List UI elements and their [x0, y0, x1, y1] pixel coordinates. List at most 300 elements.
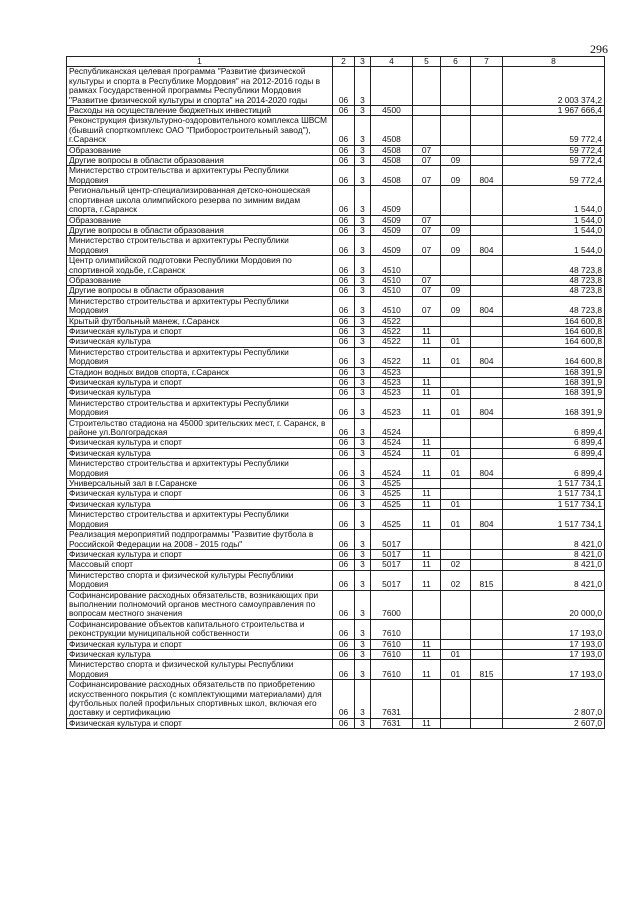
chapter-cell: 11: [413, 570, 441, 590]
row-name-cell: Министерство строительства и архитектуры Республики Мордовия: [67, 347, 333, 367]
chapter-cell: [413, 680, 441, 719]
subchapter-cell: 02: [441, 570, 471, 590]
subsection-cell: 3: [355, 718, 371, 728]
chapter-cell: 11: [413, 326, 441, 336]
amount-cell: 8 421,0: [503, 549, 605, 559]
subsection-cell: 3: [355, 639, 371, 649]
subchapter-cell: 01: [441, 660, 471, 680]
subchapter-cell: 01: [441, 337, 471, 347]
section-cell: 06: [333, 145, 355, 155]
column-header: 7: [471, 57, 503, 67]
table-row: [67, 660, 605, 680]
row-name-cell: Министерство строительства и архитектуры Республики Мордовия: [67, 459, 333, 479]
table-row: [67, 296, 605, 316]
expense-type-cell: [471, 215, 503, 225]
expense-type-cell: 804: [471, 347, 503, 367]
section-cell: 06: [333, 286, 355, 296]
table-row: [67, 225, 605, 235]
target-article-cell: 4510: [371, 275, 413, 285]
subchapter-cell: [441, 215, 471, 225]
expense-type-cell: [471, 718, 503, 728]
expense-type-cell: [471, 275, 503, 285]
row-name-cell: Универсальный зал в г.Саранске: [67, 479, 333, 489]
subsection-cell: 3: [355, 215, 371, 225]
table-row: [67, 448, 605, 458]
target-article-cell: 4508: [371, 156, 413, 166]
target-article-cell: 4523: [371, 398, 413, 418]
subchapter-cell: 09: [441, 225, 471, 235]
table-row: [67, 367, 605, 377]
section-cell: 06: [333, 337, 355, 347]
amount-cell: 1 517 734,1: [503, 510, 605, 530]
target-article-cell: 4523: [371, 378, 413, 388]
table-row: [67, 590, 605, 619]
section-cell: 06: [333, 718, 355, 728]
chapter-cell: 11: [413, 347, 441, 367]
target-article-cell: 5017: [371, 549, 413, 559]
chapter-cell: 11: [413, 398, 441, 418]
amount-cell: 17 193,0: [503, 649, 605, 659]
subchapter-cell: [441, 680, 471, 719]
amount-cell: 1 544,0: [503, 186, 605, 215]
subsection-cell: 3: [355, 499, 371, 509]
subsection-cell: 3: [355, 479, 371, 489]
amount-cell: 59 772,4: [503, 145, 605, 155]
table-row: [67, 510, 605, 530]
section-cell: 06: [333, 660, 355, 680]
row-name-cell: Крытый футбольный манеж, г.Саранск: [67, 316, 333, 326]
amount-cell: 59 772,4: [503, 156, 605, 166]
subsection-cell: 3: [355, 438, 371, 448]
section-cell: 06: [333, 448, 355, 458]
amount-cell: 1 544,0: [503, 236, 605, 256]
row-name-cell: Физическая культура и спорт: [67, 378, 333, 388]
chapter-cell: 11: [413, 499, 441, 509]
subchapter-cell: [441, 438, 471, 448]
amount-cell: 8 421,0: [503, 530, 605, 550]
section-cell: 06: [333, 489, 355, 499]
amount-cell: 59 772,4: [503, 116, 605, 145]
column-header: 2: [333, 57, 355, 67]
subsection-cell: 3: [355, 145, 371, 155]
row-name-cell: Реализация мероприятий подпрограммы "Развитие футбола в Российской Федерации на 2008 - 2015 годы": [67, 530, 333, 550]
subsection-cell: 3: [355, 549, 371, 559]
row-name-cell: Образование: [67, 275, 333, 285]
expense-type-cell: [471, 530, 503, 550]
row-name-cell: Министерство спорта и физической культуры Республики Мордовия: [67, 660, 333, 680]
row-name-cell: Физическая культура и спорт: [67, 718, 333, 728]
subchapter-cell: [441, 418, 471, 438]
section-cell: 06: [333, 67, 355, 106]
amount-cell: 164 600,8: [503, 347, 605, 367]
chapter-cell: 11: [413, 378, 441, 388]
amount-cell: 2 807,0: [503, 680, 605, 719]
target-article-cell: 4525: [371, 510, 413, 530]
chapter-cell: 11: [413, 459, 441, 479]
expense-type-cell: [471, 367, 503, 377]
subchapter-cell: [441, 619, 471, 639]
expense-type-cell: [471, 186, 503, 215]
section-cell: 06: [333, 296, 355, 316]
expense-type-cell: [471, 499, 503, 509]
chapter-cell: 11: [413, 489, 441, 499]
table-row: [67, 215, 605, 225]
chapter-cell: 07: [413, 225, 441, 235]
amount-cell: 6 899,4: [503, 448, 605, 458]
table-row: [67, 326, 605, 336]
expense-type-cell: 804: [471, 296, 503, 316]
table-row: [67, 489, 605, 499]
table-row: [67, 145, 605, 155]
table-row: [67, 236, 605, 256]
amount-cell: 6 899,4: [503, 438, 605, 448]
chapter-cell: 07: [413, 236, 441, 256]
amount-cell: 8 421,0: [503, 560, 605, 570]
expense-type-cell: [471, 378, 503, 388]
subsection-cell: 3: [355, 680, 371, 719]
amount-cell: 59 772,4: [503, 166, 605, 186]
subchapter-cell: [441, 489, 471, 499]
table-row: [67, 186, 605, 215]
subchapter-cell: [441, 256, 471, 276]
amount-cell: 20 000,0: [503, 590, 605, 619]
table-row: [67, 479, 605, 489]
subchapter-cell: [441, 479, 471, 489]
expense-type-cell: [471, 479, 503, 489]
target-article-cell: 4509: [371, 236, 413, 256]
expense-type-cell: [471, 256, 503, 276]
section-cell: 06: [333, 639, 355, 649]
target-article-cell: 4508: [371, 116, 413, 145]
subsection-cell: 3: [355, 275, 371, 285]
subsection-cell: 3: [355, 347, 371, 367]
amount-cell: 1 517 734,1: [503, 499, 605, 509]
target-article-cell: 4524: [371, 448, 413, 458]
expense-type-cell: [471, 418, 503, 438]
table-row: [67, 286, 605, 296]
chapter-cell: [413, 186, 441, 215]
subchapter-cell: [441, 106, 471, 116]
chapter-cell: [413, 367, 441, 377]
row-name-cell: Центр олимпийской подготовки Республики Мордовия по спортивной ходьбе, г.Саранск: [67, 256, 333, 276]
expense-type-cell: 815: [471, 570, 503, 590]
target-article-cell: 4510: [371, 286, 413, 296]
chapter-cell: 11: [413, 337, 441, 347]
section-cell: 06: [333, 459, 355, 479]
amount-cell: 168 391,9: [503, 378, 605, 388]
section-cell: 06: [333, 225, 355, 235]
section-cell: 06: [333, 560, 355, 570]
amount-cell: 48 723,8: [503, 286, 605, 296]
table-row: [67, 378, 605, 388]
subchapter-cell: [441, 67, 471, 106]
section-cell: 06: [333, 418, 355, 438]
expense-type-cell: [471, 116, 503, 145]
table-row: [67, 549, 605, 559]
subsection-cell: 3: [355, 116, 371, 145]
subsection-cell: 3: [355, 398, 371, 418]
page-number: 296: [590, 42, 608, 56]
subchapter-cell: [441, 316, 471, 326]
table-row: [67, 499, 605, 509]
table-row: [67, 718, 605, 728]
expense-type-cell: [471, 106, 503, 116]
subsection-cell: 3: [355, 378, 371, 388]
subsection-cell: 3: [355, 590, 371, 619]
row-name-cell: Массовый спорт: [67, 560, 333, 570]
section-cell: 06: [333, 116, 355, 145]
chapter-cell: 11: [413, 649, 441, 659]
subchapter-cell: [441, 530, 471, 550]
amount-cell: 168 391,9: [503, 367, 605, 377]
target-article-cell: 4523: [371, 367, 413, 377]
amount-cell: 164 600,8: [503, 326, 605, 336]
expense-type-cell: 804: [471, 459, 503, 479]
section-cell: 06: [333, 680, 355, 719]
expense-type-cell: [471, 438, 503, 448]
subchapter-cell: [441, 639, 471, 649]
amount-cell: 48 723,8: [503, 256, 605, 276]
expense-type-cell: [471, 680, 503, 719]
chapter-cell: [413, 256, 441, 276]
row-name-cell: Министерство строительства и архитектуры Республики Мордовия: [67, 510, 333, 530]
row-name-cell: Региональный центр-специализированная детско-юношеская спортивная школа олимпийского резерва по зимним видам спорта, г.Саранск: [67, 186, 333, 215]
row-name-cell: Другие вопросы в области образования: [67, 286, 333, 296]
table-row: [67, 316, 605, 326]
chapter-cell: 07: [413, 286, 441, 296]
table-row: [67, 388, 605, 398]
subsection-cell: 3: [355, 448, 371, 458]
column-header: 8: [503, 57, 605, 67]
amount-cell: 17 193,0: [503, 660, 605, 680]
expense-type-cell: [471, 448, 503, 458]
target-article-cell: 4524: [371, 418, 413, 438]
amount-cell: 1 967 666,4: [503, 106, 605, 116]
chapter-cell: 11: [413, 448, 441, 458]
chapter-cell: [413, 116, 441, 145]
table-row: [67, 106, 605, 116]
subchapter-cell: 01: [441, 499, 471, 509]
chapter-cell: [413, 530, 441, 550]
section-cell: 06: [333, 236, 355, 256]
target-article-cell: 4522: [371, 326, 413, 336]
subsection-cell: 3: [355, 67, 371, 106]
chapter-cell: 07: [413, 156, 441, 166]
table-row: [67, 275, 605, 285]
section-cell: 06: [333, 326, 355, 336]
row-name-cell: Стадион водных видов спорта, г.Саранск: [67, 367, 333, 377]
target-article-cell: 7631: [371, 718, 413, 728]
subsection-cell: 3: [355, 388, 371, 398]
table-row: [67, 398, 605, 418]
target-article-cell: 7610: [371, 649, 413, 659]
chapter-cell: 11: [413, 438, 441, 448]
subchapter-cell: 09: [441, 236, 471, 256]
row-name-cell: Министерство строительства и архитектуры Республики Мордовия: [67, 166, 333, 186]
table-row: [67, 418, 605, 438]
target-article-cell: 7610: [371, 619, 413, 639]
target-article-cell: 7610: [371, 660, 413, 680]
row-name-cell: Физическая культура: [67, 337, 333, 347]
amount-cell: 2 003 374,2: [503, 67, 605, 106]
expense-type-cell: [471, 316, 503, 326]
table-row: [67, 337, 605, 347]
amount-cell: 48 723,8: [503, 275, 605, 285]
subsection-cell: 3: [355, 560, 371, 570]
section-cell: 06: [333, 156, 355, 166]
target-article-cell: 4510: [371, 296, 413, 316]
section-cell: 06: [333, 590, 355, 619]
chapter-cell: 07: [413, 275, 441, 285]
chapter-cell: 11: [413, 660, 441, 680]
chapter-cell: [413, 106, 441, 116]
subsection-cell: 3: [355, 530, 371, 550]
target-article-cell: 4522: [371, 316, 413, 326]
column-header: 3: [355, 57, 371, 67]
subchapter-cell: [441, 275, 471, 285]
table-header-row: [67, 57, 605, 67]
target-article-cell: 4508: [371, 145, 413, 155]
chapter-cell: [413, 418, 441, 438]
table-row: [67, 560, 605, 570]
amount-cell: 6 899,4: [503, 418, 605, 438]
section-cell: 06: [333, 649, 355, 659]
expense-type-cell: 804: [471, 510, 503, 530]
target-article-cell: 4524: [371, 438, 413, 448]
subchapter-cell: 01: [441, 649, 471, 659]
table-row: [67, 530, 605, 550]
table-row: [67, 570, 605, 590]
expense-type-cell: [471, 337, 503, 347]
table-row: [67, 438, 605, 448]
table-row: [67, 347, 605, 367]
target-article-cell: 4509: [371, 186, 413, 215]
expense-type-cell: [471, 560, 503, 570]
subsection-cell: 3: [355, 459, 371, 479]
subsection-cell: 3: [355, 186, 371, 215]
row-name-cell: Реконструкция физкультурно-оздоровительного комплекса ШВСМ (бывший спорткомплекс ОАО "Приборостроительный завод"), г.Саранск: [67, 116, 333, 145]
chapter-cell: [413, 316, 441, 326]
chapter-cell: [413, 67, 441, 106]
subsection-cell: 3: [355, 225, 371, 235]
amount-cell: 6 899,4: [503, 459, 605, 479]
row-name-cell: Софинансирование расходных обязательств, возникающих при выполнении полномочий органов местного самоуправления по вопросам местного значения: [67, 590, 333, 619]
subsection-cell: 3: [355, 367, 371, 377]
subchapter-cell: [441, 378, 471, 388]
row-name-cell: Физическая культура и спорт: [67, 549, 333, 559]
subsection-cell: 3: [355, 316, 371, 326]
section-cell: 06: [333, 479, 355, 489]
row-name-cell: Министерство строительства и архитектуры Республики Мордовия: [67, 236, 333, 256]
table-row: [67, 67, 605, 106]
subchapter-cell: 01: [441, 388, 471, 398]
target-article-cell: 4523: [371, 388, 413, 398]
expense-type-cell: 804: [471, 166, 503, 186]
subchapter-cell: 09: [441, 296, 471, 316]
target-article-cell: 5017: [371, 560, 413, 570]
chapter-cell: 11: [413, 560, 441, 570]
row-name-cell: Расходы на осуществление бюджетных инвестиций: [67, 106, 333, 116]
target-article-cell: 4525: [371, 489, 413, 499]
subchapter-cell: [441, 590, 471, 619]
chapter-cell: [413, 590, 441, 619]
amount-cell: 48 723,8: [503, 296, 605, 316]
row-name-cell: Министерство строительства и архитектуры Республики Мордовия: [67, 398, 333, 418]
chapter-cell: 07: [413, 166, 441, 186]
expense-type-cell: [471, 156, 503, 166]
subsection-cell: 3: [355, 418, 371, 438]
subsection-cell: 3: [355, 156, 371, 166]
chapter-cell: 11: [413, 549, 441, 559]
row-name-cell: Другие вопросы в области образования: [67, 225, 333, 235]
section-cell: 06: [333, 347, 355, 367]
expense-type-cell: [471, 619, 503, 639]
amount-cell: 1 544,0: [503, 215, 605, 225]
table-row: [67, 639, 605, 649]
row-name-cell: Образование: [67, 215, 333, 225]
subsection-cell: 3: [355, 570, 371, 590]
table-row: [67, 680, 605, 719]
subsection-cell: 3: [355, 236, 371, 256]
chapter-cell: 11: [413, 388, 441, 398]
expense-type-cell: [471, 286, 503, 296]
chapter-cell: 11: [413, 639, 441, 649]
subchapter-cell: 01: [441, 398, 471, 418]
subsection-cell: 3: [355, 326, 371, 336]
target-article-cell: [371, 67, 413, 106]
target-article-cell: 4522: [371, 337, 413, 347]
chapter-cell: 07: [413, 145, 441, 155]
expense-type-cell: [471, 225, 503, 235]
section-cell: 06: [333, 388, 355, 398]
amount-cell: 168 391,9: [503, 398, 605, 418]
chapter-cell: 11: [413, 510, 441, 530]
target-article-cell: 7610: [371, 639, 413, 649]
subsection-cell: 3: [355, 256, 371, 276]
table-row: [67, 459, 605, 479]
subchapter-cell: 09: [441, 286, 471, 296]
section-cell: 06: [333, 256, 355, 276]
amount-cell: 164 600,8: [503, 316, 605, 326]
table-row: [67, 116, 605, 145]
subsection-cell: 3: [355, 649, 371, 659]
section-cell: 06: [333, 549, 355, 559]
subchapter-cell: 02: [441, 560, 471, 570]
section-cell: 06: [333, 438, 355, 448]
subchapter-cell: [441, 367, 471, 377]
subsection-cell: 3: [355, 166, 371, 186]
amount-cell: 17 193,0: [503, 619, 605, 639]
row-name-cell: Физическая культура и спорт: [67, 489, 333, 499]
subsection-cell: 3: [355, 286, 371, 296]
amount-cell: 164 600,8: [503, 337, 605, 347]
amount-cell: 1 544,0: [503, 225, 605, 235]
row-name-cell: Министерство строительства и архитектуры Республики Мордовия: [67, 296, 333, 316]
column-header: 1: [67, 57, 333, 67]
row-name-cell: Министерство спорта и физической культуры Республики Мордовия: [67, 570, 333, 590]
amount-cell: 17 193,0: [503, 639, 605, 649]
expense-type-cell: [471, 145, 503, 155]
row-name-cell: Физическая культура: [67, 499, 333, 509]
table-row: [67, 156, 605, 166]
chapter-cell: [413, 479, 441, 489]
expense-type-cell: [471, 489, 503, 499]
column-header: 4: [371, 57, 413, 67]
target-article-cell: 4525: [371, 499, 413, 509]
subsection-cell: 3: [355, 106, 371, 116]
expense-type-cell: 804: [471, 236, 503, 256]
table-row: [67, 256, 605, 276]
